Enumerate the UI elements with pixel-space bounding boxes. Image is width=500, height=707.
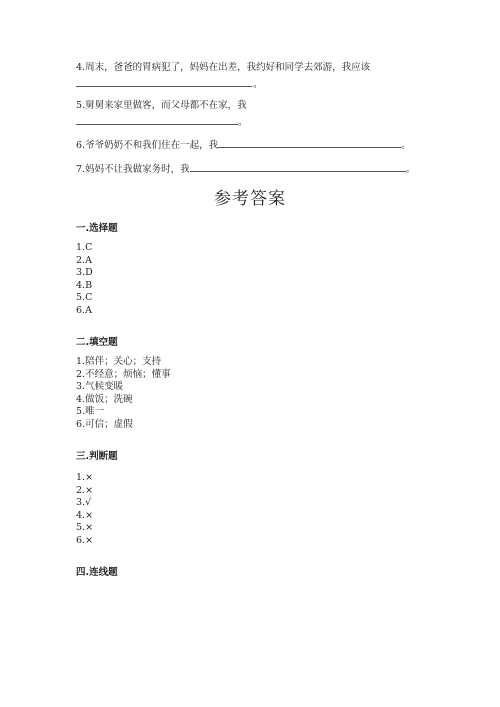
answer-item: 6.× bbox=[76, 534, 94, 546]
question-4-period: 。 bbox=[253, 79, 263, 90]
answer-item: 2.不经意；烦恼；懂事 bbox=[76, 368, 171, 380]
answer-item: 3.√ bbox=[76, 497, 92, 509]
question-7-period: 。 bbox=[405, 164, 416, 175]
question-4-answer-line bbox=[76, 86, 252, 87]
answer-item: 2.A bbox=[76, 254, 92, 266]
answer-item: 6.可信；虚假 bbox=[76, 418, 133, 430]
section-answers-fill-in bbox=[76, 356, 171, 432]
question-5-period: 。 bbox=[238, 117, 248, 128]
answer-item: 5.C bbox=[76, 292, 93, 304]
answer-item: 2.× bbox=[76, 484, 94, 496]
answer-item: 4.× bbox=[76, 509, 94, 521]
answer-item: 3.气候变暖 bbox=[76, 381, 124, 393]
answer-item: 5.唯一 bbox=[76, 406, 105, 418]
answer-item: 1.C bbox=[76, 242, 93, 253]
section-heading-choice: 一.选择题 bbox=[76, 223, 118, 234]
answer-item: 3.D bbox=[76, 267, 93, 279]
question-5-text: 5.舅舅来家里做客，而父母都不在家，我 bbox=[76, 100, 247, 111]
section-answers-choice bbox=[76, 242, 93, 318]
question-4-text: 4.周末，爸爸的胃病犯了，妈妈在出差，我约好和同学去郊游，我应该 bbox=[76, 62, 371, 73]
question-7-answer-line bbox=[190, 162, 406, 172]
question-7 bbox=[76, 162, 415, 176]
answer-item: 4.做饭；洗碗 bbox=[76, 393, 133, 405]
answer-item: 4.B bbox=[76, 279, 93, 291]
answer-key-title: 参考答案 bbox=[214, 189, 286, 209]
section-heading-fill-in: 二.填空题 bbox=[76, 337, 118, 348]
question-6 bbox=[76, 138, 411, 152]
answer-item: 1.陪伴；关心；支持 bbox=[76, 356, 162, 367]
answer-item: 5.× bbox=[76, 522, 94, 534]
question-6-period: 。 bbox=[401, 140, 411, 151]
section-heading-true-false: 三.判断题 bbox=[76, 451, 118, 462]
answer-item: 1.× bbox=[76, 472, 94, 483]
section-answers-true-false bbox=[76, 472, 93, 548]
question-7-text: 7.妈妈不让我做家务时，我 bbox=[76, 164, 190, 175]
question-5-answer-line bbox=[76, 124, 238, 125]
question-6-answer-line bbox=[218, 138, 401, 148]
question-6-text: 6.爷爷奶奶不和我们住在一起，我 bbox=[76, 140, 219, 151]
section-heading-matching: 四.连线题 bbox=[76, 567, 118, 578]
answer-item: 6.A bbox=[76, 304, 92, 316]
